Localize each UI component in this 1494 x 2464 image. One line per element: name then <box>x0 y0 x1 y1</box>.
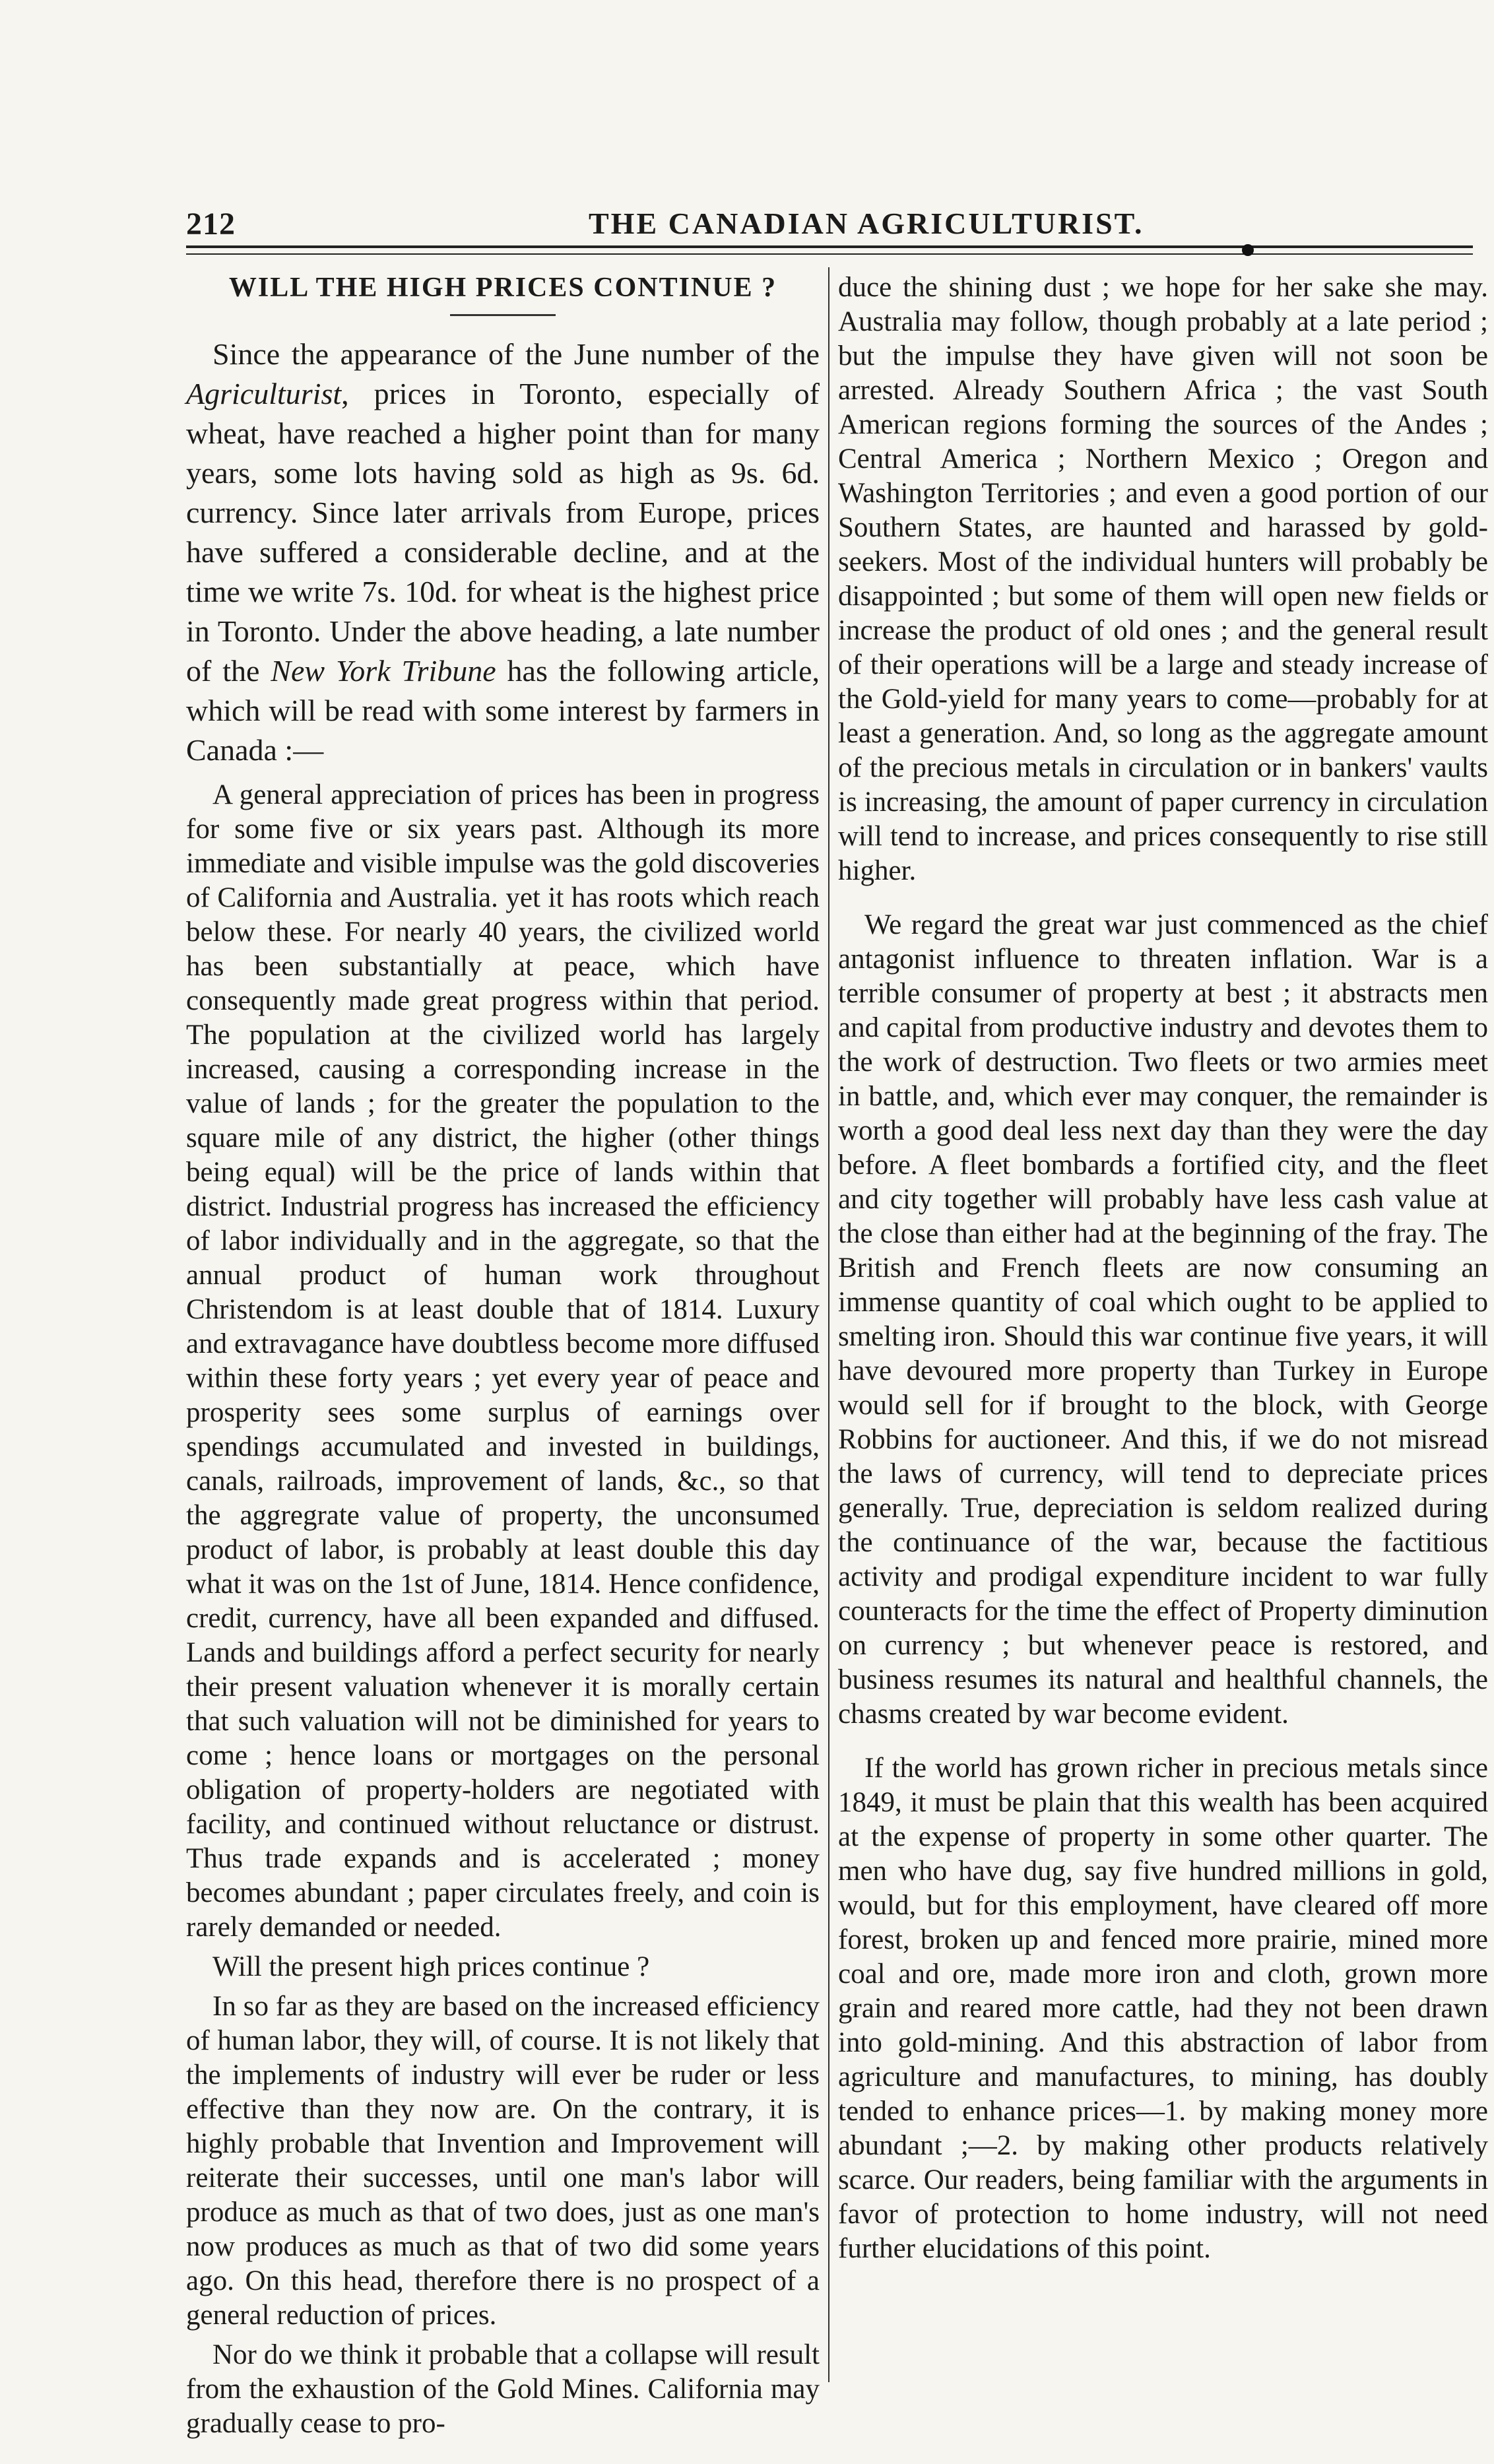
left-paragraph-2: Will the present high prices continue ? <box>212 1951 650 1982</box>
paragraph-spacer <box>838 893 1488 908</box>
page-header <box>186 198 1473 256</box>
column-divider <box>828 267 829 2382</box>
page-number: 212 <box>186 207 236 242</box>
left-column <box>186 271 820 2439</box>
left-paragraph-1: A general appreciation of prices has been in progress for some five or six years past. Although its more immediate and visible impulse was the gold discoveries of California and Australia. yet it has roots which reach below these. For nearly 40 years, the civilized world has been substantially at peace, which have consequently made great progress within that period. The population at the civilized world has largely increased, causing a corresponding increase in the value of lands ; for the greater the population to the square mile of any district, the higher (other things being equal) will be the price of lands within that district. Industrial progress has increased the efficiency of labor individually and in the aggregate, so that the annual product of human work throughout Christendom is at least double that of 1814. Luxury and extravagance have doubtless become more diffused within these forty years ; yet every year of peace and prosperity sees some surplus of earnings over spendings accumulated and invested in buildings, canals, railroads, improvement of lands, &c., so that the aggregrate value of property, the unconsumed product of labor, is probably at least double this day what it was on the 1st of June, 1814. Hence confidence, credit, currency, have all been expanded and diffused. Lands and buildings afford a perfect security for nearly their present valuation whenever it is morally certain that such valuation will not be diminished for years to come ; hence loans or mortgages on the personal obligation of property-holders are negotiated with facility, and continued without reluctance or distrust. Thus trade expands and is accelerated ; money becomes abundant ; paper circulates freely, and coin is rarely demanded or needed. <box>186 779 820 1943</box>
new-york-tribune-title: New York Tribune <box>271 654 496 688</box>
header-double-rule <box>186 253 1473 255</box>
rule-ornament <box>1242 244 1254 256</box>
agriculturist-title: Agriculturist <box>186 377 342 410</box>
title-rule <box>450 314 556 316</box>
running-title: THE CANADIAN AGRICULTURIST. <box>589 207 1144 240</box>
right-column <box>838 271 1488 2402</box>
introduction-paragraph <box>186 335 820 770</box>
right-paragraph-3: If the world has grown richer in precious metals since 1849, it must be plain that this wealth has been acquired at the expense of property in some other quarter. The men who have dug, say five hundred millions in gold, would, but for this employment, have cleared off more forest, broken up and fenced more prairie, mined more coal and ore, made more iron and cloth, grown more grain and reared more cattle, had they not been drawn into gold-mining. And this abstraction of labor from agriculture and manufactures, to mining, has doubly tended to enhance prices—1. by making money more abundant ;—2. by making other products relatively scarce. Our readers, being familiar with the arguments in favor of protection to home industry, will not need further elucidations of this point. <box>838 1753 1488 2264</box>
paragraph-spacer <box>838 1737 1488 1751</box>
left-paragraph-4: Nor do we think it probable that a collapse will result from the exhaustion of the Gold Mines. California may gradually cease to pro- <box>186 2339 820 2439</box>
right-paragraph-1: duce the shining dust ; we hope for her sake she may. Australia may follow, though probably at a late period ; but the impulse they have given will not soon be arrested. Already Southern Africa ; the vast South American regions forming the sources of the Andes ; Central America ; Northern Mexico ; Oregon and Washington Territories ; and even a good portion of our Southern States, are haunted and harassed by gold-seekers. Most of the individual hunters will probably be disappointed ; but some of them will open new fields or increase the product of old ones ; and the general result of their operations will be a large and steady increase of the Gold-yield for many years to come—probably for at least a generation. And, so long as the aggregate amount of the precious metals in circulation or in bankers' vaults is increasing, the amount of paper currency in circulation will tend to increase, and prices consequently to rise still higher. <box>838 272 1488 886</box>
intro-text-3: has the following article, which will be read with some interest by farmers in Canada :— <box>186 654 820 767</box>
intro-text-1: Since the appearance of the June number of the <box>212 337 820 371</box>
left-paragraph-3: In so far as they are based on the increased efficiency of human labor, they will, of course. It is not likely that the implements of industry will ever be ruder or less effective than they now are. On the contrary, it is highly probable that Invention and Improvement will reiterate their successes, until one man's labor will produce as much as that of two does, just as one man's now produces as much as that of two did some years ago. On this head, therefore there is no prospect of a general reduction of prices. <box>186 1991 820 2331</box>
article-title: WILL THE HIGH PRICES CONTINUE ? <box>228 273 777 303</box>
header-rule <box>186 245 1473 248</box>
right-paragraph-2: We regard the great war just commenced as the chief antagonist influence to threaten inflation. War is a terrible consumer of property at best ; it abstracts men and capital from productive industry and devotes them to the work of destruction. Two fleets or two armies meet in battle, and, which ever may conquer, the remainder is worth a good deal less next day than they were the day before. A fleet bombards a fortified city, and the fleet and city together will probably have less cash value at the close than either had at the beginning of the fray. The British and French fleets are now consuming an immense quantity of coal which ought to be applied to smelting iron. Should this war continue five years, it will have devoured more property than Turkey in Europe would sell for if brought to the block, with George Robbins for auctioneer. And this, if we do not misread the laws of currency, will tend to depreciate prices generally. True, depreciation is seldom realized during the continuance of the war, because the factitious activity and prodigal expenditure incident to war fully counteracts for the time the effect of Property diminution on currency ; but whenever peace is restored, and business resumes its natural and healthful channels, the chasms created by war become evident. <box>838 909 1488 1730</box>
intro-text-2: , prices in Toronto, especially of wheat, have reached a higher point than for many years, some lots having sold as high as 9s. 6d. currency. Since later arrivals from Europe, prices have suffered a considerable decline, and at the time we write 7s. 10d. for wheat is the highest price in Toronto. Under the above heading, a late number of the <box>186 377 820 688</box>
